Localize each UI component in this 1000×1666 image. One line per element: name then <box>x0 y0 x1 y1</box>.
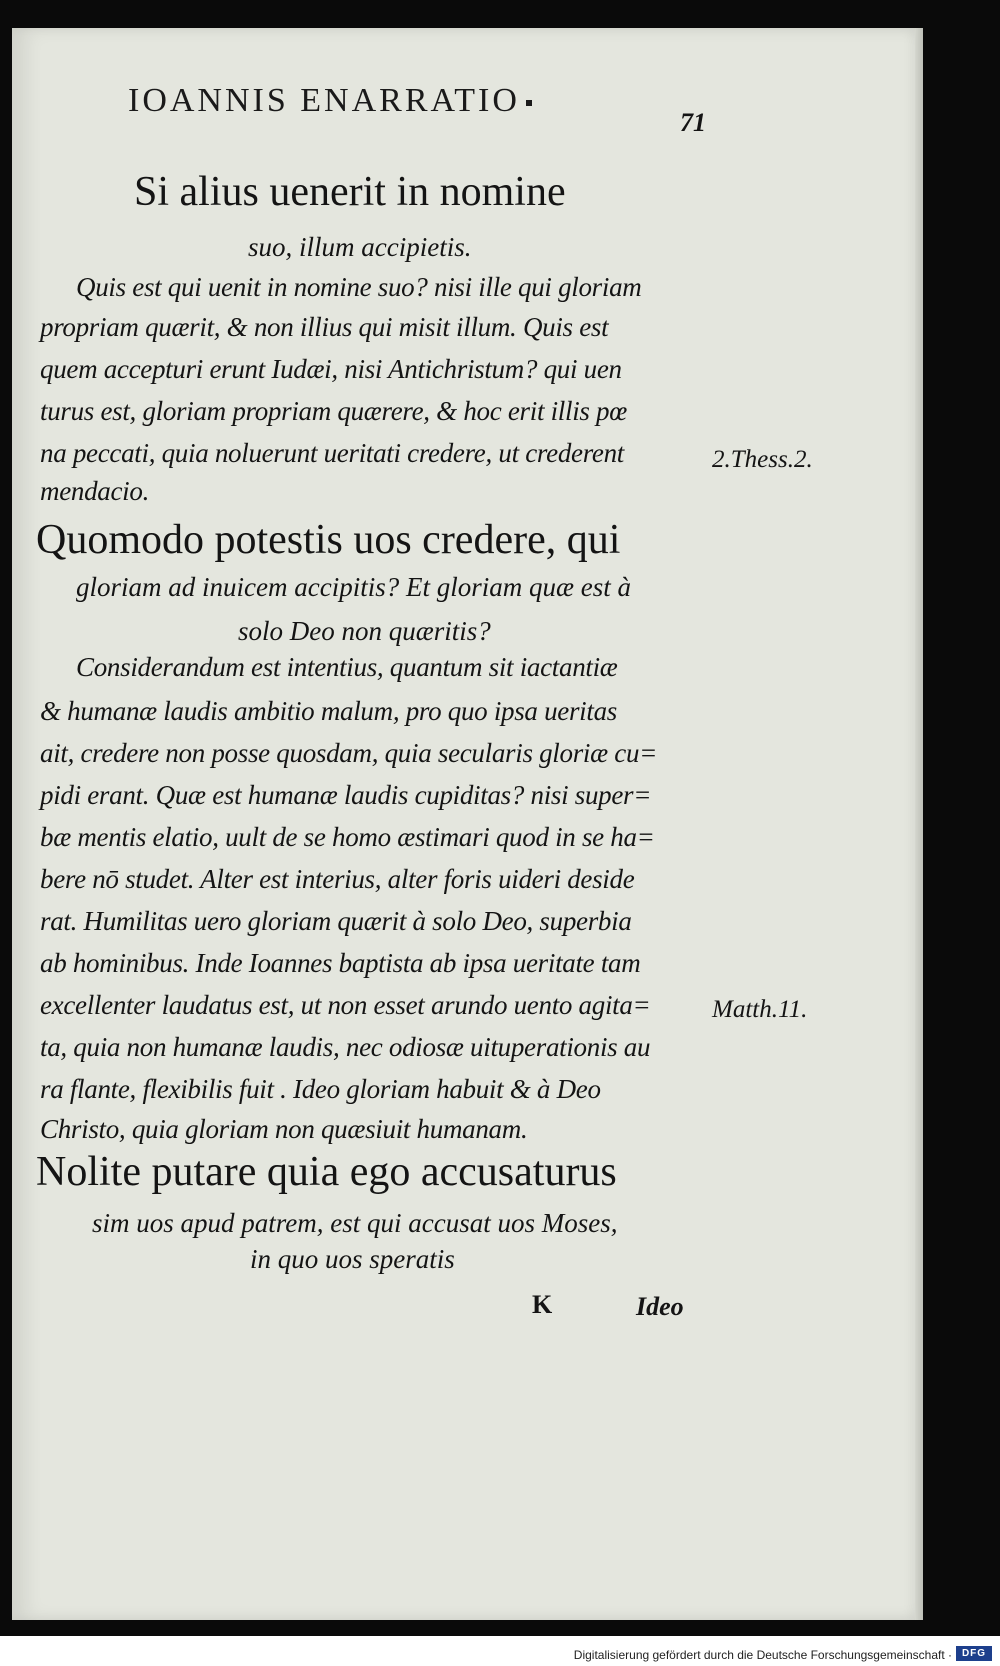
margin-note-matth: Matth.11. <box>712 996 808 1023</box>
para-1-line-2: propriam quærit, & non illius qui misit illum. Quis est <box>40 312 609 342</box>
lemma-3-line-3: in quo uos speratis <box>250 1244 455 1274</box>
para-1-line-5: na peccati, quia noluerunt ueritati credere, ut crederent <box>40 438 624 468</box>
para-1-line-6: mendacio. <box>40 476 150 506</box>
running-head <box>128 82 532 120</box>
para-2-line-5: bæ mentis elatio, uult de se homo æstimari quod in se ha= <box>40 822 655 852</box>
folio-number: 71 <box>680 108 706 137</box>
para-2-line-1: Considerandum est intentius, quantum sit iactantiæ <box>76 652 618 682</box>
para-2-line-8: ab hominibus. Inde Ioannes baptista ab ipsa ueritate tam <box>40 948 641 978</box>
para-1-line-1: Quis est qui uenit in nomine suo? nisi ille qui gloriam <box>76 272 642 302</box>
lemma-1-line-1: Si alius uenerit in nomine <box>134 169 566 215</box>
margin-note-thess: 2.Thess.2. <box>712 446 813 473</box>
lemma-2-line-3: solo Deo non quæritis? <box>238 616 491 646</box>
catchword: Ideo <box>636 1292 684 1321</box>
para-2-line-10: ta, quia non humanæ laudis, nec odiosæ uituperationis au <box>40 1032 651 1062</box>
para-2-line-3: ait, credere non posse quosdam, quia secularis gloriæ cu= <box>40 738 658 768</box>
para-1-line-4: turus est, gloriam propriam quærere, & hoc erit illis pœ <box>40 396 627 426</box>
dfg-logo: DFG <box>956 1646 992 1661</box>
para-2-line-4: pidi erant. Quæ est humanæ laudis cupiditas? nisi super= <box>40 780 652 810</box>
signature-mark: K <box>532 1290 553 1319</box>
running-head-text: IOANNIS ENARRATIO <box>128 82 520 119</box>
footer-bar <box>0 1640 1000 1666</box>
para-2-line-2: & humanæ laudis ambitio malum, pro quo ipsa ueritas <box>40 696 617 726</box>
para-2-line-9: excellenter laudatus est, ut non esset arundo uento agita= <box>40 990 651 1020</box>
lemma-1-line-2: suo, illum accipietis. <box>248 232 472 262</box>
lemma-2-line-1: Quomodo potestis uos credere, qui <box>36 517 621 563</box>
para-2-line-11: ra flante, flexibilis fuit . Ideo gloriam habuit & à Deo <box>40 1074 601 1104</box>
para-2-line-6: bere nō studet. Alter est interius, alter foris uideri deside <box>40 864 635 894</box>
lemma-2-line-2: gloriam ad inuicem accipitis? Et gloriam quæ est à <box>76 572 631 602</box>
para-2-line-12: Christo, quia gloriam non quæsiuit humanam. <box>40 1114 528 1144</box>
lemma-3-line-1: Nolite putare quia ego accusaturus <box>36 1149 617 1195</box>
footer-credit: Digitalisierung gefördert durch die Deutsche Forschungsgemeinschaft · <box>573 1648 952 1662</box>
para-2-line-7: rat. Humilitas uero gloriam quærit à solo Deo, superbia <box>40 906 632 936</box>
lemma-3-line-2: sim uos apud patrem, est qui accusat uos Moses, <box>92 1208 618 1238</box>
para-1-line-3: quem accepturi erunt Iudæi, nisi Antichristum? qui uen <box>40 354 622 384</box>
running-head-dot <box>526 100 532 106</box>
